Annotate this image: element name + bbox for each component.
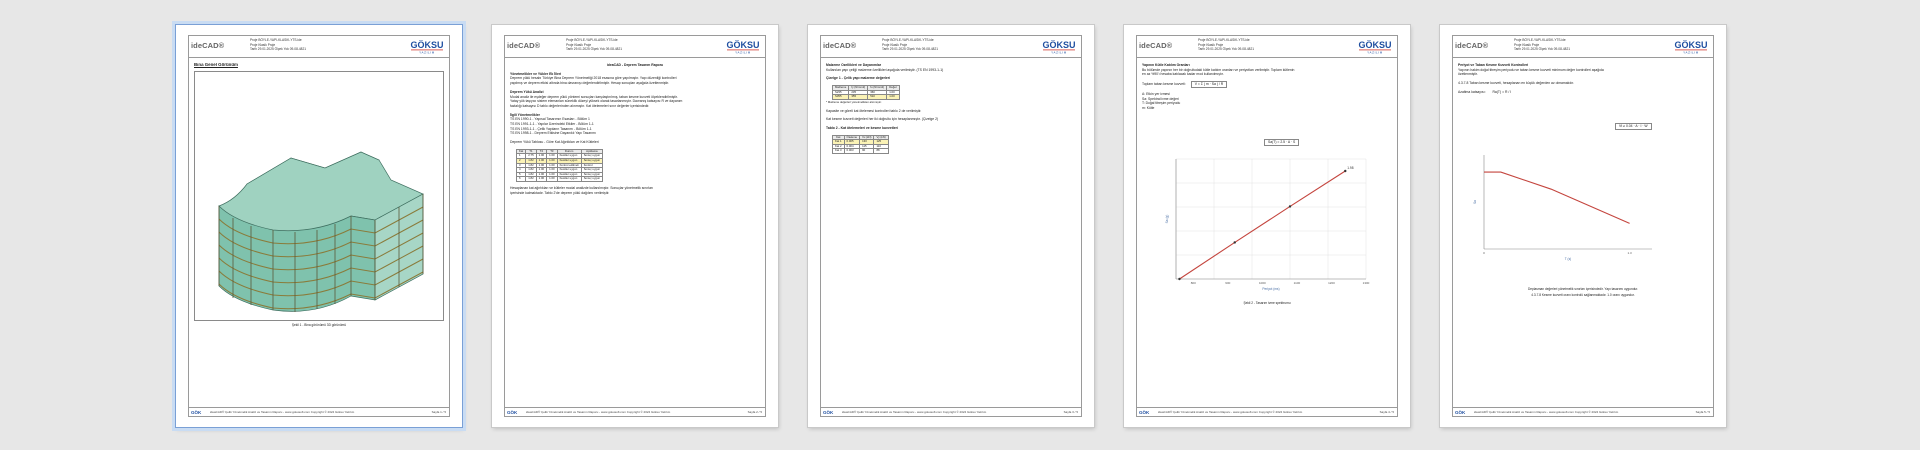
table-cell: 88	[874, 149, 888, 154]
page-number: Sayfa 1 / 5	[431, 410, 446, 414]
text-line: özetlenmiştir.	[1458, 72, 1478, 77]
column-header: Kat	[833, 135, 845, 140]
x-tick-label: 1300	[1362, 281, 1370, 285]
text-line	[1458, 90, 1708, 95]
conclusion-line: 4.3.7.8 Kesme kuvveti oranı kontrolü sağlanmaktadır. 1.0 oranı uygundur.	[1531, 293, 1635, 297]
brand-label: ideCAD®	[1455, 41, 1489, 50]
page-footer	[504, 407, 766, 417]
table-cell: 90	[860, 149, 874, 154]
svg-text:YAZILIM: YAZILIM	[1683, 50, 1699, 54]
meta-line: Proje BÖYLE-YAPI-KLASİK-YTS.ide	[566, 38, 618, 42]
brand-label: ideCAD®	[823, 41, 857, 50]
conclusion-line: Deplasman değerleri yönetmelik sınırları içerisindedir. Yapı tasarımı uygundur.	[1527, 287, 1639, 291]
x-tick-label: 900	[1225, 281, 1231, 285]
table-cell: 1.00	[547, 168, 557, 173]
header-meta	[1198, 38, 1348, 52]
x-tick-label: 1000	[1259, 281, 1266, 285]
column-header: fy (N/mm2)	[849, 86, 868, 91]
page-footer	[1452, 407, 1714, 417]
goksu-logo	[723, 38, 763, 54]
table-cell: Sonuç uygun	[581, 154, 602, 159]
text-line: TS EN 1991-1-1 - Yapılar Üzerindeki Etkiler - Bölüm 1-1	[510, 122, 594, 127]
text-line: Deprem Yükü Tablosu - Göre Kat Ağırlıkları ve Kat Kütleleri	[510, 140, 599, 145]
text-line: Çizelge 1 - Çelik yapı malzeme değerleri	[826, 76, 891, 81]
table-cell: Kat 2	[833, 144, 845, 149]
page-number: Sayfa 5 / 5	[1695, 410, 1710, 414]
column-header: Değer	[887, 86, 900, 91]
page-body	[510, 63, 760, 403]
table-cell: 1.00	[887, 95, 900, 100]
table-cell: 1.00	[547, 172, 557, 177]
table-cell: 510	[868, 95, 887, 100]
series-line	[1484, 172, 1630, 223]
text-line: Bu bölümde yapının her bir doğrultudaki kütle katılım oranları ve periyotları verilmiştir. Toplam kütlenin	[1142, 67, 1295, 72]
table-cell: Kesitler uygun	[557, 177, 581, 182]
figure-caption: Şekil 1 - Bina görünümü 3D görünümü	[291, 323, 347, 327]
material-table	[832, 85, 900, 100]
text-line: TS EN 1998-1 - Deprem Etkisine Dayanıklı Yapı Tasarımı	[510, 131, 596, 136]
table-cell: Kesitler uygun	[557, 168, 581, 173]
text-line: Yapının Kütle Katılım Oranları	[1142, 63, 1190, 67]
page-thumbnail-5[interactable]	[1440, 25, 1726, 427]
column-header: T1	[526, 149, 536, 154]
page-thumbnail-2[interactable]	[492, 25, 778, 427]
equation: Ra(T) = R / I	[1492, 89, 1512, 94]
side-equation: Vt ≥ 0.04 · A · I · W	[1615, 123, 1652, 130]
text-line: 4.3.7.8 Taban kesme kuvveti, hesaplanan en küçük değerden az olmamalıdır.	[1458, 81, 1575, 86]
column-header: Malzeme	[833, 86, 849, 91]
column-header: Vy (kN)	[874, 135, 888, 140]
table-cell: 1.00	[547, 163, 557, 168]
table-cell: 4	[517, 168, 526, 173]
table-cell: 360	[868, 90, 887, 95]
text-line: Modal analiz ile eşdeğer deprem yükü yöntemi sonuçları karşılaştırılmış, taban kesme kuvveti ölçeklendirilmiştir.	[510, 94, 678, 99]
building-3d-image	[195, 72, 443, 320]
text-line-label: Toplam taban kesme kuvveti:	[1142, 82, 1186, 87]
table-cell: Kat 3	[833, 149, 845, 154]
x-axis-label: T (s)	[1564, 257, 1572, 261]
table-cell: Sonuç uygun	[581, 159, 602, 164]
table-cell: 5	[517, 172, 526, 177]
page-footer	[820, 407, 1082, 417]
meta-line: Proje BÖYLE-YAPI-KLASİK-YTS.ide	[250, 38, 302, 42]
footer-text: ideaCAD® Çelik Yönetmelik Analiz ve Tasarım Raporu - www.gokusoft.com Copyright © 2024 Göksu Yazılım	[1158, 410, 1303, 414]
footer-text: ideaCAD® Çelik Yönetmelik Analiz ve Tasarım Raporu - www.gokusoft.com Copyright © 2024 Göksu Yazılım	[526, 410, 671, 414]
table-cell: 1.00	[536, 154, 546, 159]
figure-caption: Şekil 2 - Tasarım ivme spektrumu	[1243, 301, 1291, 305]
footer-text: ideaCAD® Çelik Yönetmelik Analiz ve Tasarım Raporu - www.gokusoft.com Copyright © 2024 Göksu Yazılım	[842, 410, 987, 414]
data-point	[1344, 170, 1346, 172]
data-point	[1178, 278, 1180, 280]
page-thumbnail-3[interactable]	[808, 25, 1094, 427]
table-cell: Kontrol	[581, 163, 602, 168]
text-line: Deprem yükü hesabı Türkiye Bina Deprem Yönetmeliği 2018 esasına göre yapılmıştır. Yapı düzenliği kontrolleri	[510, 76, 677, 81]
meta-line: Tarih 29.01.2025 Ölçek Yok 09-08-4821	[566, 47, 622, 52]
table-cell: 1.00	[536, 159, 546, 164]
svg-text:GÖKSU: GÖKSU	[410, 40, 444, 50]
reduction-chart	[1462, 141, 1662, 277]
x-tick-label: 1.3	[1627, 251, 1632, 255]
page-header	[188, 35, 450, 58]
table-row	[833, 95, 900, 100]
text-line: TS EN 1990-1 - Yapısal Tasarımın Esasları - Bölüm 1	[510, 117, 590, 122]
meta-line: Tarih 29.01.2025 Ölçek Yok 09-08-4821	[250, 47, 306, 52]
table-cell: 115	[860, 144, 874, 149]
section-heading: ideaCAD - Deprem Tasarım Raporu	[606, 63, 664, 67]
table-cell: 1.00	[536, 172, 546, 177]
data-point	[1289, 205, 1291, 207]
table-cell: 3	[517, 163, 526, 168]
drift-table	[832, 135, 889, 154]
svg-text:YAZILIM: YAZILIM	[1051, 50, 1067, 54]
text-line: Deprem Yükü Analizi	[510, 89, 544, 94]
column-header: Öteleme	[844, 135, 860, 140]
meta-line: Tarih 29.01.2025 Ölçek Yok 09-08-4821	[882, 47, 938, 52]
svg-text:GÖK: GÖK	[191, 410, 202, 415]
x-axis-label: Periyot (ms)	[1262, 287, 1280, 291]
table-cell: Kontrol edilmeli	[557, 163, 581, 168]
table-cell: 1.82	[526, 177, 536, 182]
table-cell: 2.75	[526, 154, 536, 159]
brand-label: ideCAD®	[191, 41, 225, 50]
x-tick-label: 1200	[1328, 281, 1335, 285]
table-cell: 235	[849, 90, 868, 95]
table-cell: 1.82	[526, 159, 536, 164]
y-axis-label: Sa	[1473, 200, 1477, 204]
building-render	[194, 71, 444, 321]
text-line	[1142, 81, 1392, 88]
table-row	[833, 149, 889, 154]
column-header: Durum	[557, 149, 581, 154]
footer-logo	[507, 410, 519, 415]
goksu-logo	[1671, 38, 1711, 54]
table-cell: S235	[833, 90, 849, 95]
text-line: yapılmış ve deprem etkisi altında bina davranışı değerlendirilmiştir. Hesap sonuçları aşağıda özetlenmiştir.	[510, 81, 670, 86]
text-line: Yatay yük taşıyıcı sistem elemanları süneklik düzeyi yüksek olarak tasarlanmıştır. Davranış katsayısı R ve dayanım	[510, 99, 683, 104]
column-header: Vx (kN)	[860, 135, 874, 140]
header-meta	[1514, 38, 1664, 52]
text-line-label: Azaltma katsayısı:	[1458, 89, 1486, 94]
page-header	[820, 35, 1082, 58]
page-footer	[188, 407, 450, 417]
page-number: Sayfa 4 / 5	[1379, 410, 1394, 414]
table-cell: 0.003	[844, 149, 860, 154]
page-body	[826, 63, 1076, 403]
data-point	[1234, 241, 1236, 243]
legend-line: m: Kütle	[1142, 105, 1155, 110]
page-header	[1452, 35, 1714, 58]
svg-text:YAZILIM: YAZILIM	[1367, 50, 1383, 54]
goksu-logo	[1355, 38, 1395, 54]
svg-text:YAZILIM: YAZILIM	[419, 50, 435, 54]
text-line: fazlalığı katsayısı D tablo değerlerinden alınmıştır. Kat ötelemeleri sınır değerler içerisindedir.	[510, 103, 650, 108]
table-cell: Kesitler uygun	[557, 172, 581, 177]
table-cell: 0.004	[844, 144, 860, 149]
goksu-logo	[1039, 38, 1079, 54]
meta-line: Proje Klasik Proje	[1198, 42, 1224, 47]
data-table	[516, 149, 603, 182]
brand-label: ideCAD®	[507, 41, 541, 50]
table-cell: 1.82	[526, 168, 536, 173]
page-thumbnail-4[interactable]	[1124, 25, 1410, 427]
page-number: Sayfa 2 / 5	[747, 410, 762, 414]
table-cell: 1.00	[547, 159, 557, 164]
text-line: Malzeme Özellikleri ve Dayanımlar	[826, 63, 882, 67]
page-header	[504, 35, 766, 58]
column-header: Açıklama	[581, 149, 602, 154]
table-cell: Kesitler uygun	[557, 154, 581, 159]
table-cell: 2	[517, 159, 526, 164]
meta-line: Proje Klasik Proje	[882, 42, 908, 47]
svg-text:GÖK: GÖK	[507, 410, 518, 415]
column-header: T2	[536, 149, 546, 154]
page-number: Sayfa 3 / 5	[1063, 410, 1078, 414]
table-cell: 1.00	[536, 163, 546, 168]
x-tick-label: 1100	[1293, 281, 1301, 285]
text-line: içerisinde kalmaktadır. Tablo 2'de deprem yükü dağılımı verilmiştir.	[510, 190, 610, 195]
text-line: Kapasite ve göreli kat ötelemesi kontrolleri tablo 2 de verilmiştir.	[826, 108, 922, 113]
text-line: Hesaplanan kat ağırlıkları ve kütleler modal analizde kullanılmıştır. Sonuçlar yönetmelik sınırları	[510, 186, 654, 190]
table-cell: Sonuç uygun	[581, 168, 602, 173]
header-meta	[566, 38, 716, 52]
page-header	[1136, 35, 1398, 58]
text-line: İlgili Yönetmelikler	[510, 112, 540, 117]
table-cell: Kesitler uygun	[557, 159, 581, 164]
meta-line: Proje Klasik Proje	[250, 42, 276, 47]
footer-logo	[191, 410, 203, 415]
goksu-logo	[407, 38, 447, 54]
x-tick-label: 0	[1483, 251, 1485, 255]
table-cell: 130	[860, 140, 874, 145]
text-line: Tablo 2 - Kat ötelemeleri ve kesme kuvvetleri	[826, 126, 898, 130]
svg-text:GÖKSU: GÖKSU	[726, 40, 760, 50]
table-note: * Malzeme değerleri yönetmelikten alınmıştır.	[826, 99, 882, 104]
text-line: Periyot ve Taban Kesme Kuvveti Kontrolleri	[1458, 63, 1529, 67]
svg-text:GÖKSU: GÖKSU	[1358, 40, 1392, 50]
header-meta	[882, 38, 1032, 52]
text-line: Kullanılan yapı çeliği malzeme özellikleri aşağıda verilmiştir. (TS EN 1993-1-1)	[826, 67, 944, 72]
table-cell: Sonuç uygun	[581, 177, 602, 182]
text-line: TS EN 1993-1-1 - Çelik Yapıların Tasarımı - Bölüm 1-1	[510, 126, 592, 131]
y-axis-label: Sa (g)	[1165, 214, 1169, 224]
svg-text:GÖK: GÖK	[1139, 410, 1150, 415]
footer-logo	[823, 410, 835, 415]
column-header: fu (N/mm2)	[868, 86, 887, 91]
x-tick-label: 800	[1190, 281, 1196, 285]
page-footer	[1136, 407, 1398, 417]
svg-text:GÖKSU: GÖKSU	[1674, 40, 1708, 50]
meta-line: Proje BÖYLE-YAPI-KLASİK-YTS.ide	[1514, 38, 1566, 42]
footer-text: ideaCAD® Çelik Yönetmelik Analiz ve Tasarım Raporu - www.gokusoft.com Copyright © 2024 Göksu Yazılım	[1474, 410, 1619, 414]
legend-line: A: Etkin yer ivmesi	[1142, 91, 1170, 96]
table-cell: 1.00	[547, 177, 557, 182]
page-thumbnail-1[interactable]	[176, 25, 462, 427]
table-cell: 1.00	[536, 168, 546, 173]
column-header: T3	[547, 149, 557, 154]
meta-line: Proje Klasik Proje	[1514, 42, 1540, 47]
table-cell: 1.82	[526, 172, 536, 177]
table-cell: 1.00	[536, 177, 546, 182]
svg-text:GÖK: GÖK	[823, 410, 834, 415]
footer-text: ideaCAD® Çelik Yönetmelik Analiz ve Tasarım Raporu - www.gokusoft.com Copyright © 2024 Göksu Yazılım	[210, 410, 355, 414]
svg-text:GÖK: GÖK	[1455, 410, 1466, 415]
table-cell: S355	[833, 95, 849, 100]
svg-text:GÖKSU: GÖKSU	[1042, 40, 1076, 50]
table-cell: 0.005	[844, 140, 860, 145]
meta-line: Proje BÖYLE-YAPI-KLASİK-YTS.ide	[882, 38, 934, 42]
table-cell: 110	[874, 144, 888, 149]
table-cell: 6	[517, 177, 526, 182]
text-line: en az %90'ı hesaba katılacak kadar mod kullanılmıştır.	[1142, 72, 1224, 77]
meta-line: Proje BÖYLE-YAPI-KLASİK-YTS.ide	[1198, 38, 1250, 42]
table-cell: 1.00	[887, 90, 900, 95]
legend-line: Sa: Spektral ivme değeri	[1142, 96, 1179, 101]
footer-logo	[1139, 410, 1151, 415]
column-header: Kat	[517, 149, 526, 154]
footer-logo	[1455, 410, 1467, 415]
equation-box: V = Σ ( m · Sa ) / R	[1191, 81, 1228, 88]
series-line	[1179, 171, 1345, 279]
legend-line: T: Doğal titreşim periyodu	[1142, 101, 1181, 106]
meta-line: Proje Klasik Proje	[566, 42, 592, 47]
svg-text:YAZILIM: YAZILIM	[735, 50, 751, 54]
table-cell: Sonuç uygun	[581, 172, 602, 177]
data-label: 1.98	[1347, 166, 1354, 170]
text-line: Yapının hakim doğal titreşim periyodu ve taban kesme kuvveti minimum değer kontrolleri aşağıda	[1458, 67, 1604, 72]
meta-line: Tarih 29.01.2025 Ölçek Yok 09-08-4821	[1514, 47, 1570, 52]
brand-label: ideCAD®	[1139, 41, 1173, 50]
table-cell: 355	[849, 95, 868, 100]
section-title: Yönetmelikler ve Yükler Ek İlleri	[510, 71, 562, 76]
table-cell: 1.82	[526, 163, 536, 168]
page-title: Bina Genel Görünüm	[194, 63, 238, 67]
meta-line: Tarih 29.01.2025 Ölçek Yok 09-08-4821	[1198, 47, 1254, 52]
header-meta	[250, 38, 400, 52]
table-cell: 125	[874, 140, 888, 145]
table-cell: Kat 1	[833, 140, 845, 145]
table-row	[517, 177, 603, 182]
spectrum-equation: Sa(T) = 2.5 · A · S	[1264, 139, 1299, 146]
table-cell: 1	[517, 154, 526, 159]
table-cell: 1.00	[547, 154, 557, 159]
text-line: Kat kesme kuvveti değerleri her iki doğrultu için hesaplanmıştır. (Çizelge 2)	[826, 117, 939, 122]
spectrum-chart	[1146, 151, 1386, 299]
